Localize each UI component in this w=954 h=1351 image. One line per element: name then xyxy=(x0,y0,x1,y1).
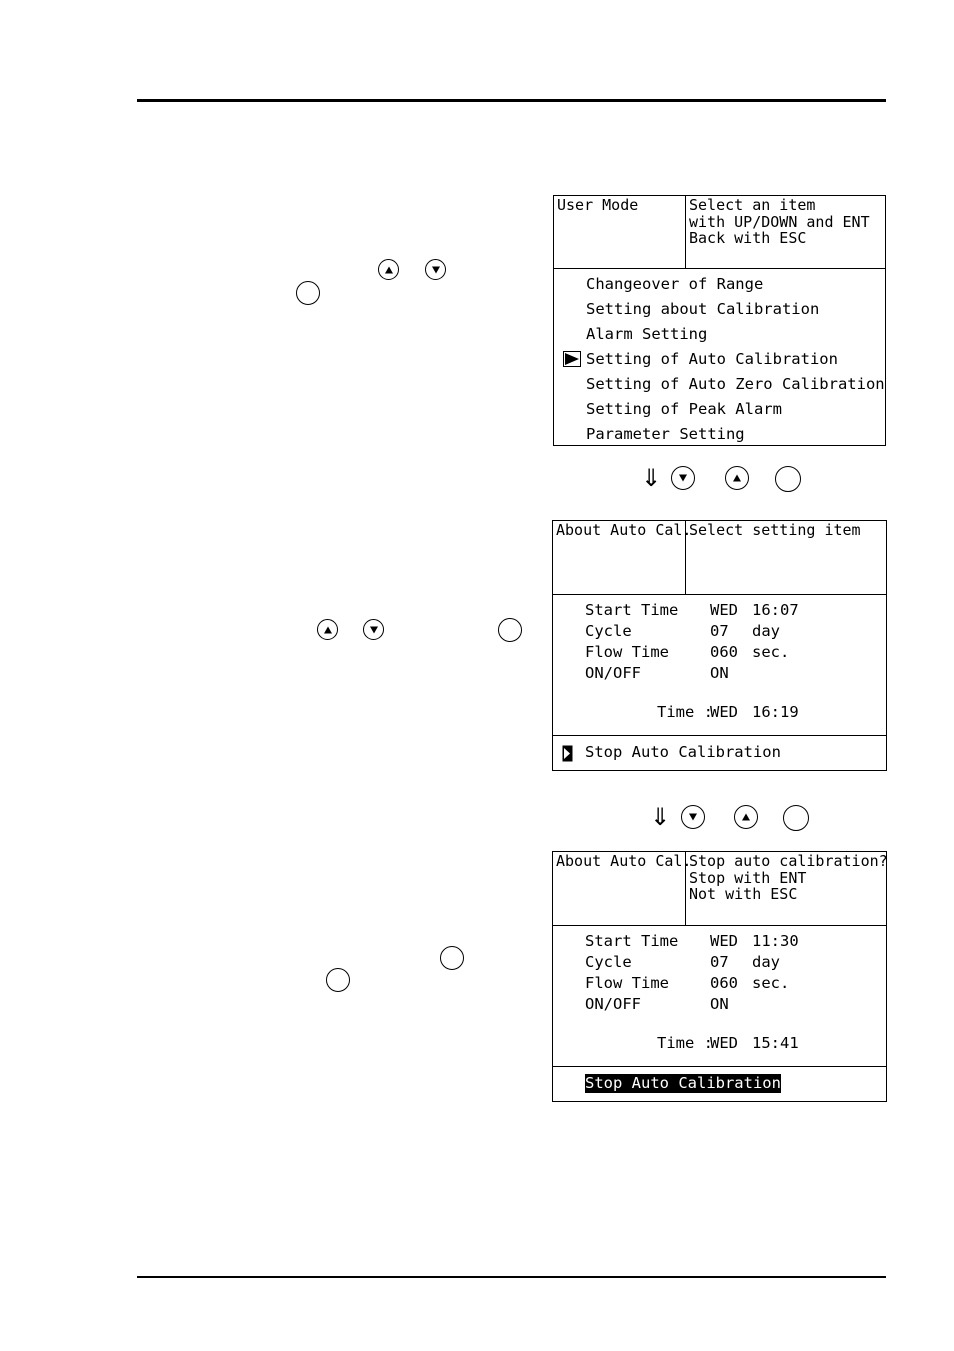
ent-key-icon xyxy=(296,281,320,305)
row-unit-cycle: day xyxy=(752,953,780,971)
row-value-on-off: ON xyxy=(710,995,729,1013)
screen-instructions: Stop auto calibration? Stop with ENT Not with ESC xyxy=(689,852,888,903)
screen-footer xyxy=(553,735,886,772)
screen-instructions: Select setting item xyxy=(689,521,861,539)
ent-key-icon xyxy=(498,618,522,642)
row-label-on-off: ON/OFF xyxy=(585,995,641,1013)
up-key-icon xyxy=(378,259,399,280)
screen-header xyxy=(553,521,886,595)
screen-header xyxy=(553,852,886,926)
current-time-label: Time : xyxy=(657,703,713,721)
menu-item-parameter-setting[interactable]: Parameter Setting xyxy=(586,425,745,443)
row-label-flow-time: Flow Time xyxy=(585,974,669,992)
down-key-icon xyxy=(363,619,384,640)
current-time-day: WED xyxy=(710,703,738,721)
row-value-start-time: 11:30 xyxy=(752,932,799,950)
current-time-label: Time : xyxy=(657,1034,713,1052)
screen-title: User Mode xyxy=(554,196,686,268)
up-key-icon xyxy=(317,619,338,640)
screen-title: About Auto Cal. xyxy=(553,852,686,925)
ent-key-icon xyxy=(440,946,464,970)
menu-item-calibration[interactable]: Setting about Calibration xyxy=(586,300,820,318)
row-label-on-off: ON/OFF xyxy=(585,664,641,682)
row-value-cycle[interactable]: 07 xyxy=(710,622,729,640)
esc-key-icon xyxy=(326,968,350,992)
bottom-rule xyxy=(137,1276,886,1278)
row-value-flow-time: 060 xyxy=(710,974,738,992)
lcd-screen-auto-cal xyxy=(552,520,887,771)
lcd-screen-user-mode xyxy=(553,195,886,446)
cursor-arrow-icon xyxy=(563,351,581,367)
row-value-start-day[interactable]: WED xyxy=(710,601,738,619)
ent-key-icon xyxy=(775,466,801,492)
current-time-value: 15:41 xyxy=(752,1034,799,1052)
row-unit-flow-time: sec. xyxy=(752,974,790,992)
row-unit-cycle: day xyxy=(752,622,780,640)
row-value-start-time[interactable]: 16:07 xyxy=(752,601,799,619)
down-key-icon xyxy=(671,466,695,490)
row-label-start-time: Start Time xyxy=(585,932,679,950)
menu-item-auto-zero-calibration[interactable]: Setting of Auto Zero Calibration xyxy=(586,375,885,393)
top-rule xyxy=(137,99,886,102)
up-key-icon xyxy=(725,466,749,490)
row-label-start-time: Start Time xyxy=(585,601,679,619)
row-unit-flow-time: sec. xyxy=(752,643,790,661)
current-time-day: WED xyxy=(710,1034,738,1052)
down-key-icon xyxy=(425,259,446,280)
row-value-cycle: 07 xyxy=(710,953,729,971)
row-value-start-day: WED xyxy=(710,932,738,950)
cursor-arrow-icon xyxy=(562,745,573,762)
menu-item-changeover-range[interactable]: Changeover of Range xyxy=(586,275,764,293)
menu-item-auto-calibration[interactable]: Setting of Auto Calibration xyxy=(586,350,838,368)
row-label-cycle: Cycle xyxy=(585,953,632,971)
down-key-icon xyxy=(681,805,705,829)
menu-item-alarm-setting[interactable]: Alarm Setting xyxy=(586,325,708,343)
down-flow-arrow-icon: ⇓ xyxy=(650,803,671,831)
row-value-on-off[interactable]: ON xyxy=(710,664,729,682)
stop-auto-calibration-highlighted[interactable]: Stop Auto Calibration xyxy=(585,1074,781,1092)
screen-title: About Auto Cal. xyxy=(553,521,686,594)
row-label-cycle: Cycle xyxy=(585,622,632,640)
row-label-flow-time: Flow Time xyxy=(585,643,669,661)
ent-key-icon xyxy=(783,805,809,831)
screen-instructions: Select an item with UP/DOWN and ENT Back with ESC xyxy=(689,196,870,247)
current-time-value: 16:19 xyxy=(752,703,799,721)
row-value-flow-time[interactable]: 060 xyxy=(710,643,738,661)
up-key-icon xyxy=(734,805,758,829)
screen-footer xyxy=(553,1066,886,1103)
stop-auto-calibration-item[interactable]: Stop Auto Calibration xyxy=(585,743,781,761)
screen-header xyxy=(554,196,885,269)
lcd-screen-stop-confirm xyxy=(552,851,887,1102)
menu-item-peak-alarm[interactable]: Setting of Peak Alarm xyxy=(586,400,782,418)
down-flow-arrow-icon: ⇓ xyxy=(641,464,662,492)
